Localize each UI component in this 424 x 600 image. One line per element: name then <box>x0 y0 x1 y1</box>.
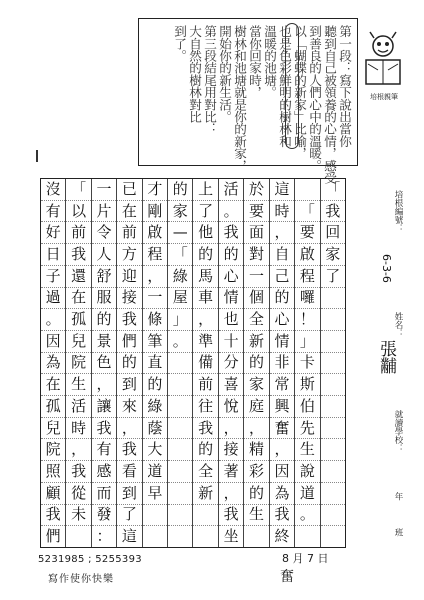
grid-cell: 已 <box>117 179 141 201</box>
grid-cell: 喜 <box>219 374 243 396</box>
grid-cell: 面 <box>244 222 268 244</box>
teacher-comment-box <box>138 18 358 184</box>
comment-line: 到善良的人們心中的溫暖。 <box>307 25 322 172</box>
grid-column <box>91 179 116 547</box>
comment-line: 樹林和池塘就是你的新家， <box>232 25 247 172</box>
grid-cell <box>143 526 167 547</box>
grid-cell: 馬 <box>193 266 217 288</box>
grid-cell: 發 <box>92 505 116 527</box>
grid-cell: 要 <box>244 201 268 223</box>
stamp-caption: 培根親筆 <box>370 93 398 101</box>
grid-cell: — <box>168 222 192 244</box>
grid-cell: 蔭 <box>143 418 167 440</box>
grid-column <box>116 179 141 547</box>
grid-cell: ， <box>92 374 116 396</box>
grid-cell: 的 <box>193 439 217 461</box>
grid-cell: 舒 <box>92 266 116 288</box>
grid-cell: 個 <box>244 288 268 310</box>
grid-column <box>243 179 268 547</box>
grid-cell: 。 <box>295 505 319 527</box>
grid-cell: ， <box>270 222 294 244</box>
grid-cell: 於 <box>244 179 268 201</box>
grid-cell <box>143 505 167 527</box>
pen-stroke <box>36 150 38 162</box>
grid-cell: 服 <box>92 288 116 310</box>
grid-cell: 上 <box>193 179 217 201</box>
grid-cell: 一 <box>92 179 116 201</box>
grid-cell: 方 <box>117 244 141 266</box>
grid-cell: 「 <box>168 244 192 266</box>
grid-cell: 我 <box>41 505 65 527</box>
grid-cell: 的 <box>193 244 217 266</box>
grid-cell: 我 <box>66 461 90 483</box>
phone-numbers: 5231985 ; 5255393 <box>38 554 142 565</box>
grid-cell <box>168 418 192 440</box>
school-name-label: 就讀學校： <box>393 410 403 453</box>
grid-cell: 我 <box>193 418 217 440</box>
grid-cell: 我 <box>92 418 116 440</box>
grid-column <box>320 179 345 547</box>
grid-cell: 的 <box>219 244 243 266</box>
grid-cell: 景 <box>92 331 116 353</box>
grid-cell: 我 <box>219 505 243 527</box>
grid-cell: 要 <box>295 222 319 244</box>
grid-cell: 的 <box>244 353 268 375</box>
grid-cell: 心 <box>219 266 243 288</box>
grid-cell: 說 <box>295 461 319 483</box>
comment-line: 當你回家時， <box>247 25 262 99</box>
grid-cell: ， <box>219 418 243 440</box>
grid-column <box>294 179 319 547</box>
grid-cell: 活 <box>219 179 243 201</box>
grid-cell: 屋 <box>168 288 192 310</box>
grid-cell <box>66 526 90 547</box>
grid-cell: ， <box>143 266 167 288</box>
grid-cell: 。 <box>41 309 65 331</box>
grid-cell <box>168 461 192 483</box>
grid-cell: 綠 <box>143 396 167 418</box>
grid-cell: 己 <box>270 266 294 288</box>
grid-cell: 」 <box>295 331 319 353</box>
grid-cell: 道 <box>295 483 319 505</box>
grid-cell: ！ <box>295 309 319 331</box>
grid-cell: 坐 <box>223 527 239 546</box>
grid-cell: 。 <box>219 201 243 223</box>
comment-line: 第三段結尾用對比： <box>202 25 217 135</box>
grid-cell: 來 <box>117 396 141 418</box>
grid-cell: ： <box>96 527 112 546</box>
grid-cell: 院 <box>66 353 90 375</box>
grid-column <box>192 179 217 547</box>
grid-cell: 因 <box>41 331 65 353</box>
grid-cell: 彩 <box>244 461 268 483</box>
grid-cell: 十 <box>219 331 243 353</box>
grid-cell: 令 <box>92 222 116 244</box>
grid-cell: 的 <box>168 179 192 201</box>
grid-cell <box>321 309 345 331</box>
grid-cell: 一 <box>244 266 268 288</box>
grid-cell <box>321 396 345 418</box>
grid-cell: 有 <box>92 439 116 461</box>
grid-cell: 啟 <box>295 244 319 266</box>
grid-cell: 兒 <box>41 418 65 440</box>
grid-cell: 生 <box>295 439 319 461</box>
signature: 奮 <box>280 569 294 585</box>
grid-cell: 有 <box>41 201 65 223</box>
bookworm-mascot-icon <box>362 30 404 88</box>
grid-cell: 因 <box>270 461 294 483</box>
grid-cell: 迎 <box>117 266 141 288</box>
grid-cell: 他 <box>193 222 217 244</box>
grid-column <box>269 179 294 547</box>
grid-cell: 囉 <box>295 288 319 310</box>
grid-cell: 「 <box>66 179 90 201</box>
grid-cell: 奮 <box>270 418 294 440</box>
grid-cell: 大 <box>143 439 167 461</box>
grid-cell: 沒 <box>41 179 65 201</box>
grid-cell <box>321 526 345 547</box>
grid-cell: 我 <box>321 201 345 223</box>
grid-cell <box>321 374 345 396</box>
grid-cell: 準 <box>193 331 217 353</box>
grid-cell: 新 <box>244 331 268 353</box>
grid-cell: 車 <box>193 288 217 310</box>
comment-line: 溫暖的池塘。 <box>262 25 277 99</box>
grid-cell: 家 <box>321 244 345 266</box>
grid-cell: 非 <box>270 353 294 375</box>
comment-line: 大自然的樹林對比 <box>187 25 202 123</box>
grid-cell: 庭 <box>244 396 268 418</box>
grid-cell: 活 <box>66 396 90 418</box>
grid-cell: 備 <box>193 353 217 375</box>
grid-cell: 我 <box>117 309 141 331</box>
grid-cell: 了 <box>321 266 345 288</box>
grid-cell: 看 <box>117 461 141 483</box>
student-id: 6-3-6 <box>380 254 393 283</box>
grid-cell: 著 <box>219 461 243 483</box>
grid-cell <box>295 526 319 547</box>
grid-cell: 日 <box>41 244 65 266</box>
grid-cell: 在 <box>41 374 65 396</box>
grid-cell: 照 <box>41 461 65 483</box>
grade-label: 年 <box>393 492 403 501</box>
grid-cell: 片 <box>92 201 116 223</box>
grid-cell: ， <box>270 439 294 461</box>
grid-cell <box>295 179 319 201</box>
grid-cell: 了 <box>117 505 141 527</box>
grid-cell <box>168 526 192 547</box>
grid-cell: 「 <box>321 179 345 201</box>
grid-cell: 條 <box>143 309 167 331</box>
grid-cell: ， <box>219 483 243 505</box>
grid-cell: 我 <box>66 244 90 266</box>
grid-cell: 孤 <box>41 396 65 418</box>
grid-cell: 們 <box>117 331 141 353</box>
grid-cell: 前 <box>193 374 217 396</box>
grid-cell: 人 <box>92 244 116 266</box>
grid-column <box>167 179 192 547</box>
grid-cell: 院 <box>41 439 65 461</box>
grid-cell: 孤 <box>66 309 90 331</box>
grid-cell: 「 <box>295 201 319 223</box>
comment-line: 開始你的新生活。 <box>217 25 232 123</box>
grid-cell <box>193 526 217 547</box>
grid-cell: 的 <box>143 374 167 396</box>
grid-cell: 前 <box>66 222 90 244</box>
grid-cell: 前 <box>117 222 141 244</box>
grid-cell: 們 <box>45 527 61 546</box>
grid-cell: 好 <box>41 222 65 244</box>
date-written: 8 月 7 日 <box>282 552 329 565</box>
grid-cell: 到 <box>117 483 141 505</box>
grid-cell: 」 <box>168 309 192 331</box>
grid-cell <box>168 353 192 375</box>
grid-cell: 心 <box>270 309 294 331</box>
grid-cell: 對 <box>244 244 268 266</box>
slogan: 寫作使你快樂 <box>48 574 114 585</box>
grid-cell: 顧 <box>41 483 65 505</box>
grid-cell: 家 <box>168 201 192 223</box>
comment-line: 聽到自己被領養的心情，感受 <box>322 25 337 184</box>
comment-line: 以「蝴蝶的新家」比喻， <box>292 25 307 160</box>
grid-cell: 生 <box>66 374 90 396</box>
name-label: 姓名： <box>393 312 403 338</box>
grid-cell: 全 <box>244 309 268 331</box>
grid-cell: 我 <box>219 222 243 244</box>
grid-cell <box>321 505 345 527</box>
comment-line: 到了。 <box>172 25 187 62</box>
grid-cell: 在 <box>117 201 141 223</box>
grid-cell: 而 <box>92 483 116 505</box>
grid-cell: 在 <box>66 288 90 310</box>
grid-cell: 感 <box>92 461 116 483</box>
grid-cell <box>321 288 345 310</box>
grid-cell: 的 <box>244 483 268 505</box>
grid-cell: 的 <box>92 309 116 331</box>
grid-cell <box>321 353 345 375</box>
grid-cell: 回 <box>321 222 345 244</box>
grid-cell: 終 <box>274 527 290 546</box>
grid-cell: 道 <box>143 461 167 483</box>
grid-cell: 自 <box>270 244 294 266</box>
grid-cell: 兒 <box>66 331 90 353</box>
grid-cell: 色 <box>92 353 116 375</box>
grid-cell: 情 <box>270 331 294 353</box>
grid-cell: 的 <box>270 288 294 310</box>
grid-cell <box>168 483 192 505</box>
grid-cell: 悅 <box>219 396 243 418</box>
award-title <box>368 112 424 202</box>
grid-cell <box>321 483 345 505</box>
grid-cell: 程 <box>295 266 319 288</box>
class-label: 班 <box>393 528 403 537</box>
grid-column <box>41 179 65 547</box>
grid-column <box>142 179 167 547</box>
grid-cell <box>321 331 345 353</box>
grid-cell: 。 <box>168 331 192 353</box>
grid-cell: 往 <box>193 396 217 418</box>
grid-cell: 這 <box>270 179 294 201</box>
grid-cell <box>168 374 192 396</box>
school-number-label: 培根編號： <box>393 190 403 233</box>
grid-cell: 為 <box>41 353 65 375</box>
grid-cell: 為 <box>270 483 294 505</box>
grid-cell: 綠 <box>168 266 192 288</box>
grid-columns <box>41 179 345 547</box>
grid-cell: 斯 <box>295 374 319 396</box>
grid-cell: 時 <box>270 201 294 223</box>
grid-cell: 伯 <box>295 396 319 418</box>
grid-cell: 新 <box>193 483 217 505</box>
grid-cell <box>168 439 192 461</box>
comment-line: 也是色彩鮮明的樹林和 <box>277 25 292 147</box>
grid-cell: 時 <box>66 418 90 440</box>
grid-cell: 筆 <box>143 331 167 353</box>
grid-cell: 也 <box>219 309 243 331</box>
grid-cell: 才 <box>143 179 167 201</box>
grid-cell: ， <box>117 418 141 440</box>
grid-cell: 子 <box>41 266 65 288</box>
grid-cell: ， <box>66 439 90 461</box>
grid-cell <box>244 526 268 547</box>
comment-columns <box>172 25 352 184</box>
grid-cell: 的 <box>117 353 141 375</box>
grid-cell: 卡 <box>295 353 319 375</box>
grid-cell: 還 <box>66 266 90 288</box>
grid-cell: 興 <box>270 396 294 418</box>
grid-cell: 啟 <box>143 222 167 244</box>
grid-cell: 過 <box>41 288 65 310</box>
grid-cell: 全 <box>193 461 217 483</box>
grid-column <box>218 179 243 547</box>
grid-cell: 接 <box>117 288 141 310</box>
grid-cell: 一 <box>143 288 167 310</box>
writing-grid <box>40 178 346 548</box>
grid-cell: 這 <box>121 527 137 546</box>
grid-cell <box>193 505 217 527</box>
grid-cell: 以 <box>66 201 90 223</box>
grid-cell <box>321 418 345 440</box>
grid-cell: 生 <box>244 505 268 527</box>
grid-cell: 直 <box>143 353 167 375</box>
grid-cell: 常 <box>270 374 294 396</box>
grid-cell: 讓 <box>92 396 116 418</box>
grid-cell: 情 <box>219 288 243 310</box>
grid-cell: 程 <box>143 244 167 266</box>
grid-cell: 了 <box>193 201 217 223</box>
grid-cell: 接 <box>219 439 243 461</box>
grid-cell: ， <box>244 418 268 440</box>
grid-cell: 剛 <box>143 201 167 223</box>
grid-cell <box>168 396 192 418</box>
grid-cell <box>321 439 345 461</box>
grid-cell: 未 <box>66 505 90 527</box>
comment-line: 第一段：寫下說出當你 <box>337 25 352 147</box>
grid-cell: 家 <box>244 374 268 396</box>
grid-cell: 早 <box>143 483 167 505</box>
grid-cell <box>168 505 192 527</box>
grid-cell: 從 <box>66 483 90 505</box>
student-name: 張黼 <box>376 340 396 374</box>
grid-column <box>65 179 90 547</box>
grid-cell: ， <box>193 309 217 331</box>
grid-cell: 先 <box>295 418 319 440</box>
grid-cell: 我 <box>270 505 294 527</box>
grid-cell: 分 <box>219 353 243 375</box>
student-info-panel <box>352 190 408 550</box>
grid-cell: 精 <box>244 439 268 461</box>
grid-cell <box>321 461 345 483</box>
grid-cell: 到 <box>117 374 141 396</box>
grid-cell: 我 <box>117 439 141 461</box>
